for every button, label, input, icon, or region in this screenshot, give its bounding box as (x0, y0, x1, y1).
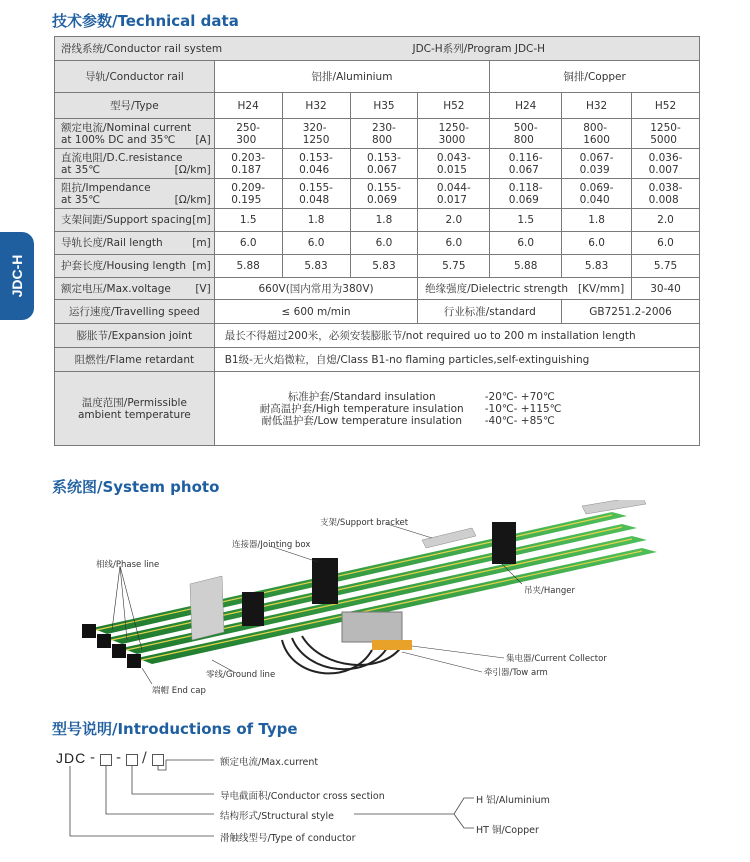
table-row (55, 93, 700, 119)
table-row (55, 372, 700, 446)
cell-line: 0.203- (231, 151, 266, 164)
row-label-cell (55, 232, 215, 255)
data-cell: 1.8 (350, 209, 418, 232)
cell-line: 0.044- (436, 181, 471, 194)
temp-values (214, 372, 699, 446)
data-cell: 5.75 (418, 255, 490, 278)
speed-value: ≤ 600 m/min (214, 300, 418, 324)
cell-line: 1600 (583, 133, 610, 146)
cell-line: 800 (372, 133, 393, 146)
cell-line: 0.040 (579, 193, 610, 206)
data-cell: 6.0 (490, 232, 562, 255)
table-row (55, 209, 700, 232)
cell-line: 1250 (302, 133, 330, 146)
data-cell (214, 149, 282, 179)
table-row (55, 37, 700, 61)
type-cell: H52 (418, 93, 490, 119)
label-max-current: 额定电流/Max.current (220, 757, 319, 768)
aluminium-header: 铝排/Aluminium (214, 61, 490, 93)
cell-line: 0.008 (648, 193, 679, 206)
label-phase-line: 相线/Phase line (96, 560, 160, 570)
type-cell: H32 (562, 93, 632, 119)
temp-range: -40℃- +85℃ (484, 414, 555, 427)
label-hanger: 吊夹/Hanger (524, 586, 575, 596)
dash: - (116, 750, 122, 766)
row-unit: [Ω/km] (174, 163, 211, 176)
row-unit: [A] (195, 133, 211, 146)
label-type-conductor: 滑触线型号/Type of conductor (220, 833, 356, 844)
cell-line: 250- (236, 121, 261, 134)
data-cell: 6.0 (562, 232, 632, 255)
expansion-label: 膨胀节/Expansion joint (55, 324, 215, 348)
data-cell (562, 149, 632, 179)
cell-line: 0.046 (299, 163, 330, 176)
cell-line: 0.153- (299, 151, 333, 164)
cell-line: 0.067 (367, 163, 398, 176)
cell-line: 0.048 (299, 193, 330, 206)
row-label: at 100% DC and 35℃ (61, 133, 176, 146)
row-label: 额定电流/Nominal current (61, 121, 192, 134)
system-photo (52, 500, 698, 705)
copper-header: 铜排/Copper (490, 61, 700, 93)
side-tab (0, 232, 34, 320)
data-cell (282, 149, 350, 179)
data-cell: 1.5 (490, 209, 562, 232)
data-cell: 6.0 (350, 232, 418, 255)
data-cell: 1.8 (282, 209, 350, 232)
side-tab-label: JDC-H (9, 254, 25, 298)
temp-label-a: 温度范围/Permissible (81, 396, 187, 409)
type-label: 型号/Type (55, 93, 215, 119)
cell-line: 0.038- (648, 181, 683, 194)
data-cell: 6.0 (282, 232, 350, 255)
data-cell (562, 179, 632, 209)
cell-line: 0.015 (436, 163, 467, 176)
data-cell: 5.83 (350, 255, 418, 278)
label-end-cap: 端帽 End cap (152, 686, 206, 696)
voltage-label-cell (55, 278, 215, 300)
system-row (55, 37, 700, 61)
table-row (55, 232, 700, 255)
data-cell (282, 179, 350, 209)
cell-line: 0.017 (436, 193, 467, 206)
row-unit: [Ω/km] (174, 193, 211, 206)
data-cell: 5.75 (632, 255, 700, 278)
row-unit: [m] (192, 214, 211, 226)
dielectric-value: 30-40 (632, 278, 700, 300)
data-cell: 6.0 (418, 232, 490, 255)
temp-range: -20℃- +70℃ (484, 390, 555, 403)
table-row (55, 348, 700, 372)
label-support-bracket: 支架/Support bracket (320, 518, 409, 528)
type-cell: H32 (282, 93, 350, 119)
flame-value: B1级-无火焰微粒，自熄/Class B1-no flaming particles,self-extinguishing (214, 348, 699, 372)
table-row (55, 255, 700, 278)
cell-line: 0.153- (367, 151, 401, 164)
row-label-cell (55, 119, 215, 149)
cell-line: 0.039 (579, 163, 610, 176)
table-row (55, 278, 700, 300)
data-cell: 2.0 (632, 209, 700, 232)
temp-range: -10℃- +115℃ (484, 402, 562, 415)
row-label: 阻抗/Impendance (61, 181, 151, 194)
cell-line: 0.069- (579, 181, 614, 194)
technical-data-table (54, 36, 700, 446)
voltage-label: 额定电压/Max.voltage (61, 282, 171, 295)
data-cell (490, 149, 562, 179)
standard-value: GB7251.2-2006 (562, 300, 700, 324)
row-label: 导轨长度/Rail length (61, 237, 163, 249)
data-cell: 2.0 (418, 209, 490, 232)
data-cell (490, 119, 562, 149)
data-cell (282, 119, 350, 149)
table-row (55, 300, 700, 324)
cell-line: 320- (302, 121, 327, 134)
system-label: 滑线系统/Conductor rail system (61, 42, 223, 55)
data-cell: 5.83 (282, 255, 350, 278)
data-cell (350, 119, 418, 149)
cell-line: 0.067- (579, 151, 614, 164)
dash: - (90, 750, 96, 766)
label-structural: 结构形式/Structural style (220, 811, 335, 822)
cell-line: 5000 (650, 133, 677, 146)
rail-label: 导轨/Conductor rail (55, 61, 215, 93)
label-ground-line: 零线/Ground line (206, 670, 276, 680)
cell-line: 800- (583, 121, 608, 134)
row-label: 护套长度/Housing length (61, 260, 187, 272)
row-label: 直流电阻/D.C.resistance (61, 151, 183, 164)
cell-line: 1250- (650, 121, 681, 134)
type-cell: H35 (350, 93, 418, 119)
row-unit: [m] (192, 237, 211, 249)
label-aluminium: H 铝/Aluminium (476, 795, 550, 806)
dielectric-label-cell (418, 278, 632, 300)
temp-name: 耐低温护套/Low temperature insulation (261, 414, 462, 427)
table-row (55, 61, 700, 93)
data-cell: 1.8 (562, 209, 632, 232)
dielectric-label: 绝缘强度/Dielectric strength (425, 282, 568, 295)
cell-line: 3000 (438, 133, 466, 146)
label-jointing-box: 连接器/Jointing box (232, 540, 311, 550)
standard-label: 行业标准/standard (418, 300, 562, 324)
cell-line: 0.195 (231, 193, 262, 206)
cell-line: 300 (236, 133, 257, 146)
voltage-value: 660V(国内常用为380V) (214, 278, 418, 300)
label-copper: HT 铜/Copper (476, 825, 539, 836)
data-cell: 6.0 (214, 232, 282, 255)
data-cell (490, 179, 562, 209)
system-value: JDC-H系列/Program JDC-H (412, 42, 546, 55)
type-cell: H52 (632, 93, 700, 119)
data-cell (632, 179, 700, 209)
expansion-value: 最长不得超过200米，必须安装膨胀节/not required uo to 200 m installation length (214, 324, 699, 348)
cell-line: 0.043- (436, 151, 471, 164)
cell-line: 500- (513, 121, 538, 134)
temp-label-b: ambient temperature (77, 408, 191, 421)
data-cell: 1.5 (214, 209, 282, 232)
temp-label-cell (55, 372, 215, 446)
data-cell (350, 179, 418, 209)
cell-line: 230- (372, 121, 396, 134)
cell-line: 0.116- (508, 151, 543, 164)
type-cell: H24 (490, 93, 562, 119)
cell-line: 0.209- (231, 181, 266, 194)
row-label-cell (55, 179, 215, 209)
row-label-cell (55, 149, 215, 179)
data-cell: 5.88 (490, 255, 562, 278)
data-cell (418, 149, 490, 179)
data-cell (562, 119, 632, 149)
cell-line: 0.118- (508, 181, 543, 194)
cell-line: 0.036- (648, 151, 683, 164)
label-tow-arm: 牵引器/Tow arm (484, 668, 548, 678)
type-cell: H24 (214, 93, 282, 119)
table-row (55, 119, 700, 149)
data-cell: 6.0 (632, 232, 700, 255)
flame-label: 阻燃性/Flame retardant (55, 348, 215, 372)
introductions-title: 型号说明/Introductions of Type (52, 720, 298, 738)
table-row (55, 324, 700, 348)
cell-line: 0.069 (508, 193, 539, 206)
data-cell (418, 179, 490, 209)
cell-line: 1250- (438, 121, 470, 134)
technical-data-title: 技术参数/Technical data (52, 12, 239, 30)
dash: / (142, 750, 147, 766)
cell-line: 800 (513, 133, 534, 146)
cell-line: 0.069 (367, 193, 398, 206)
row-label-cell (55, 255, 215, 278)
cell-line: 0.007 (648, 163, 679, 176)
temp-name: 标准护套/Standard insulation (287, 390, 436, 403)
type-prefix: JDC (56, 750, 87, 766)
conductor-rail-illustration (52, 500, 698, 705)
cell-line: 0.067 (508, 163, 539, 176)
speed-label: 运行速度/Travelling speed (55, 300, 215, 324)
data-cell (214, 119, 282, 149)
cell-line: 0.155- (367, 181, 401, 194)
data-cell (350, 149, 418, 179)
data-cell (632, 149, 700, 179)
row-label: at 35℃ (61, 163, 101, 176)
row-unit: [m] (192, 260, 211, 272)
data-cell (418, 119, 490, 149)
row-label-cell (55, 209, 215, 232)
data-cell: 5.88 (214, 255, 282, 278)
cell-line: 0.187 (231, 163, 262, 176)
data-cell (214, 179, 282, 209)
voltage-unit: [V] (195, 282, 211, 295)
cell-line: 0.155- (299, 181, 333, 194)
system-photo-title: 系统图/System photo (52, 478, 220, 496)
type-diagram (54, 748, 654, 858)
dielectric-unit: [KV/mm] (578, 282, 625, 295)
current-collector (282, 612, 412, 673)
data-cell (632, 119, 700, 149)
data-cell: 5.83 (562, 255, 632, 278)
row-label: 支架间距/Support spacing (61, 214, 192, 226)
label-current-collector: 集电器/Current Collector (506, 654, 607, 664)
label-cross-section: 导电截面积/Conductor cross section (220, 791, 385, 802)
table-row (55, 149, 700, 179)
table-row (55, 179, 700, 209)
temp-name: 耐高温护套/High temperature insulation (259, 402, 464, 415)
row-label: at 35℃ (61, 193, 101, 206)
